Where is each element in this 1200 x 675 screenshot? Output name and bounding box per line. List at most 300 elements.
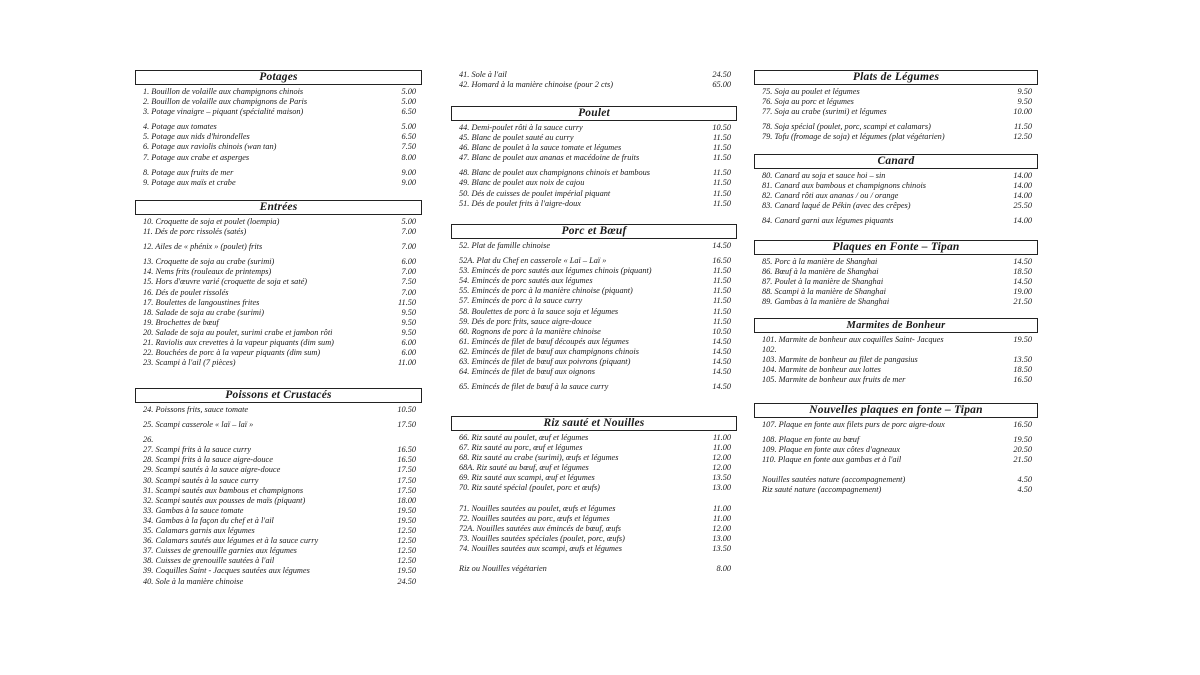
menu-item	[754, 435, 1038, 445]
menu-item	[754, 345, 1038, 355]
menu-section	[135, 388, 422, 587]
menu-item-price: 14.00	[1013, 171, 1032, 180]
menu-item	[135, 546, 422, 556]
menu-item-price: 5.00	[401, 87, 416, 96]
menu-item-name: 40. Sole à la manière chinoise	[143, 576, 244, 586]
menu-item-price: 14.50	[712, 346, 731, 356]
menu-item-price: 11.00	[397, 358, 416, 368]
menu-item	[754, 475, 1038, 485]
menu-item	[754, 335, 1038, 345]
menu-item	[754, 420, 1038, 430]
menu-item	[451, 473, 737, 483]
menu-item-name: 10. Croquette de soja et poulet (loempia)	[143, 217, 280, 226]
menu-item-name: 38. Cuisses de grenouille sautées à l'ail	[143, 556, 275, 566]
menu-item-name: 75. Soja au poulet et légumes	[762, 87, 860, 96]
menu-item-name: 48. Blanc de poulet aux champignons chinois et bambous	[459, 168, 651, 178]
menu-item	[451, 296, 737, 306]
menu-item	[451, 534, 737, 544]
menu-item	[754, 355, 1038, 365]
menu-item	[135, 516, 422, 526]
menu-item-name: 35. Calamars garnis aux légumes	[143, 526, 255, 536]
menu-item-name: Riz sauté nature (accompagnement)	[762, 485, 882, 495]
section-heading: Plaques en Fonte – Tipan	[754, 240, 1038, 255]
menu-item	[754, 201, 1038, 211]
menu-item-name: 74. Nouilles sautées aux scampi, œufs et légumes	[459, 543, 622, 553]
menu-item-name: 13. Croquette de soja au crabe (surimi)	[143, 257, 275, 267]
menu-item-price: 10.50	[712, 326, 731, 336]
menu-item-price: 65.00	[712, 80, 731, 90]
menu-item-price: 12.50	[1013, 132, 1032, 142]
menu-item	[135, 97, 422, 107]
menu-item	[754, 87, 1038, 97]
menu-item	[754, 267, 1038, 277]
menu-item-price: 5.00	[401, 217, 416, 226]
menu-item-name: 6. Potage aux raviolis chinois (wan tan)	[143, 142, 277, 152]
menu-item-price: 11.50	[712, 133, 731, 143]
menu-item-price: 14.50	[712, 241, 731, 250]
menu-item	[754, 257, 1038, 267]
menu-item	[754, 107, 1038, 117]
menu-item	[754, 445, 1038, 455]
menu-item	[754, 297, 1038, 307]
menu-item-price: 14.50	[712, 357, 731, 367]
menu-item-price: 11.50	[1013, 122, 1032, 132]
menu-item-name: 34. Gambas à la façon du chef et à l'ail	[143, 515, 274, 525]
menu-item-name: 79. Tofu (fromage de soja) et légumes (plat végétarien)	[762, 132, 945, 142]
menu-item	[135, 318, 422, 328]
menu-section	[135, 70, 422, 188]
section-heading: Porc et Bœuf	[451, 224, 737, 239]
section-heading: Marmites de Bonheur	[754, 318, 1038, 333]
menu-item-price: 18.50	[1013, 365, 1032, 375]
menu-item-price: 14.50	[1013, 277, 1032, 287]
menu-item	[754, 171, 1038, 181]
menu-item-price: 14.50	[1013, 257, 1032, 266]
menu-item-price: 17.50	[397, 485, 416, 495]
menu-item	[135, 556, 422, 566]
menu-item-price: 20.50	[1013, 445, 1032, 455]
menu-item-name: 21. Raviolis aux crevettes à la vapeur piquants (dim sum)	[143, 338, 334, 348]
menu-item-name: 71. Nouilles sautées au poulet, œufs et légumes	[459, 503, 616, 513]
menu-item-price: 6.50	[401, 132, 416, 142]
menu-item-name: 14. Nems frits (rouleaux de printemps)	[143, 267, 272, 277]
menu-item-price: 8.00	[716, 564, 731, 574]
menu-item-name: 89. Gambas à la manière de Shanghai	[762, 297, 890, 307]
menu-item-name: 70. Riz sauté spécial (poulet, porc et œufs)	[459, 483, 600, 493]
menu-item-price: 7.50	[401, 142, 416, 152]
menu-item-name: 41. Sole à l'ail	[459, 70, 507, 79]
menu-item-name: 8. Potage aux fruits de mer	[143, 167, 234, 177]
menu-item	[451, 276, 737, 286]
menu-item-price: 12.00	[712, 453, 731, 463]
menu-item-name: 18. Salade de soja au crabe (surimi)	[143, 307, 264, 317]
menu-item-name: 67. Riz sauté au porc, œuf et légumes	[459, 443, 583, 453]
menu-section	[754, 318, 1038, 385]
menu-item-price: 16.50	[712, 256, 731, 266]
menu-item-price: 7.00	[401, 242, 416, 252]
menu-item-name: 59. Dés de porc frits, sauce aigre-douce	[459, 316, 592, 326]
menu-item-name: 49. Blanc de poulet aux noix de cajou	[459, 178, 585, 188]
menu-item	[135, 536, 422, 546]
menu-item-price: 9.00	[401, 177, 416, 187]
menu-item	[135, 566, 422, 576]
menu-item-name: 88. Scampi à la manière de Shanghai	[762, 287, 886, 297]
menu-item-name: 50. Dés de cuisses de poulet impérial piquant	[459, 188, 611, 198]
menu-item-price: 11.50	[712, 306, 731, 316]
menu-item	[754, 277, 1038, 287]
menu-item-price: 10.00	[1013, 107, 1032, 117]
menu-item-name: 73. Nouilles sautées spéciales (poulet, porc, œufs)	[459, 533, 625, 543]
menu-item-price: 14.50	[712, 336, 731, 346]
menu-item-price: 12.50	[397, 526, 416, 536]
menu-item-price: 11.50	[712, 276, 731, 286]
menu-item	[451, 483, 737, 493]
menu-item-name: 5. Potage aux nids d'hirondelles	[143, 132, 250, 142]
menu-item-name: 22. Bouchées de porc à la vapeur piquants (dim sum)	[143, 348, 321, 358]
menu-item	[135, 496, 422, 506]
menu-item	[451, 307, 737, 317]
menu-item-name: 87. Poulet à la manière de Shanghai	[762, 277, 884, 287]
menu-item-name: 45. Blanc de poulet sauté au curry	[459, 133, 574, 143]
menu-item-price: 11.50	[397, 297, 416, 307]
menu-item-name: 110. Plaque en fonte aux gambas et à l'ail	[762, 455, 902, 465]
menu-item	[451, 241, 737, 251]
menu-item	[451, 70, 737, 80]
menu-item-name: 64. Emincés de filet de bœuf aux oignons	[459, 367, 595, 377]
menu-item-name: 102.	[762, 345, 777, 355]
menu-item-price: 14.00	[1013, 191, 1032, 201]
menu-item-name: 85. Porc à la manière de Shanghai	[762, 257, 878, 266]
menu-item-price: 12.00	[712, 463, 731, 473]
menu-item-price: 13.00	[712, 533, 731, 543]
menu-item-name: 16. Dés de poulet rissolés	[143, 287, 229, 297]
menu-item-price: 17.50	[397, 475, 416, 485]
menu-item	[135, 107, 422, 117]
menu-item	[451, 80, 737, 90]
section-heading: Poissons et Crustacés	[135, 388, 422, 403]
menu-item-name: 32. Scampi sautés aux pousses de maïs (piquant)	[143, 495, 306, 505]
menu-item-price: 11.00	[712, 503, 731, 513]
menu-item	[754, 181, 1038, 191]
section-heading: Entrées	[135, 200, 422, 215]
menu-item-name: 4. Potage aux tomates	[143, 122, 217, 132]
menu-item-price: 21.50	[1013, 455, 1032, 465]
menu-item	[451, 189, 737, 199]
menu-item-price: 19.50	[1013, 435, 1032, 445]
menu-item	[135, 242, 422, 252]
menu-item	[135, 455, 422, 465]
menu-item-name: 51. Dés de poulet frits à l'aigre-doux	[459, 198, 581, 208]
menu-item-price: 6.00	[401, 338, 416, 348]
menu-item-price: 12.50	[397, 546, 416, 556]
menu-item-price: 4.50	[1017, 475, 1032, 485]
menu-item-name: 46. Blanc de poulet à la sauce tomate et légumes	[459, 143, 622, 153]
menu-item-price: 11.50	[712, 143, 731, 153]
menu-item	[754, 216, 1038, 226]
menu-item-price: 14.50	[712, 382, 731, 392]
menu-item-price: 25.50	[1013, 201, 1032, 211]
menu-item-price: 10.50	[397, 405, 416, 414]
menu-item	[135, 506, 422, 516]
menu-item	[754, 191, 1038, 201]
menu-item	[451, 133, 737, 143]
menu-item-price: 4.50	[1017, 485, 1032, 495]
menu-item-price: 6.00	[401, 257, 416, 267]
menu-item-price: 19.00	[1013, 287, 1032, 297]
menu-item	[451, 367, 737, 377]
menu-item-price: 12.50	[397, 536, 416, 546]
menu-item	[451, 199, 737, 209]
menu-item-name: 68A. Riz sauté au bœuf, œuf et légumes	[459, 463, 589, 473]
menu-item-price: 9.50	[1017, 87, 1032, 96]
menu-item	[135, 87, 422, 97]
menu-item-price: 11.50	[712, 188, 731, 198]
menu-item	[754, 455, 1038, 465]
menu-item-name: 84. Canard garni aux légumes piquants	[762, 216, 894, 226]
menu-item-name: 26.	[143, 435, 154, 445]
menu-item-name: 25. Scampi casserole « laï – laï »	[143, 420, 254, 430]
menu-item-price: 19.50	[397, 515, 416, 525]
menu-section	[451, 106, 737, 209]
menu-item-name: 31. Scampi sautés aux bambous et champignons	[143, 485, 304, 495]
menu-item	[135, 465, 422, 475]
menu-item-price: 17.50	[397, 465, 416, 475]
menu-item-name: 62. Emincés de filet de bœuf aux champignons chinois	[459, 346, 639, 356]
menu-item	[451, 514, 737, 524]
menu-item-price: 11.50	[712, 296, 731, 306]
menu-item	[754, 97, 1038, 107]
menu-item-name: Nouilles sautées nature (accompagnement)	[762, 475, 906, 485]
menu-item	[135, 153, 422, 163]
menu-item-name: 20. Salade de soja au poulet, surimi crabe et jambon rôti	[143, 327, 333, 337]
menu-item-name: 29. Scampi sautés à la sauce aigre-douce	[143, 465, 281, 475]
menu-section	[451, 224, 737, 392]
menu-item-price: 16.50	[397, 455, 416, 465]
menu-item-price: 13.50	[712, 543, 731, 553]
menu-item	[754, 287, 1038, 297]
menu-item-name: 9. Potage aux maïs et crabe	[143, 177, 236, 187]
menu-item-price: 16.50	[1013, 375, 1032, 385]
menu-item-name: 1. Bouillon de volaille aux champignons chinois	[143, 87, 304, 96]
menu-item-name: 68. Riz sauté au crabe (surimi), œufs et légumes	[459, 453, 619, 463]
menu-item-name: 83. Canard laqué de Pékin (avec des crêpes)	[762, 201, 911, 211]
menu-item-name: 60. Rognons de porc à la manière chinoise	[459, 326, 601, 336]
menu-item-price: 24.50	[397, 576, 416, 586]
menu-item	[451, 286, 737, 296]
menu-item-price: 19.50	[1013, 335, 1032, 344]
menu-item-name: 15. Hors d'œuvre varié (croquette de soja et saté)	[143, 277, 308, 287]
menu-item-price: 6.00	[401, 348, 416, 358]
section-heading: Canard	[754, 154, 1038, 169]
menu-item-name: 81. Canard aux bambous et champignons chinois	[762, 181, 927, 191]
menu-item	[451, 317, 737, 327]
menu-item	[754, 122, 1038, 132]
menu-item-price: 14.00	[1013, 216, 1032, 226]
menu-item-name: 24. Poissons frits, sauce tomate	[143, 405, 249, 414]
menu-section	[451, 416, 737, 574]
section-heading: Potages	[135, 70, 422, 85]
menu-item	[135, 288, 422, 298]
menu-item-name: 23. Scampi à l'ail (7 pièces)	[143, 358, 236, 368]
menu-item-price: 17.50	[397, 420, 416, 430]
menu-item-name: 104. Marmite de bonheur aux lottes	[762, 365, 881, 375]
menu-item-price: 5.00	[401, 122, 416, 132]
menu-item-name: 11. Dés de porc rissolés (satés)	[143, 227, 247, 237]
menu-item	[451, 443, 737, 453]
menu-item-price: 14.50	[712, 367, 731, 377]
menu-item	[451, 178, 737, 188]
section-heading: Poulet	[451, 106, 737, 121]
menu-item-name: 101. Marmite de bonheur aux coquilles Saint- Jacques	[762, 335, 944, 344]
menu-item	[451, 327, 737, 337]
menu-item-price: 9.50	[401, 307, 416, 317]
menu-item	[135, 348, 422, 358]
menu-item-price: 11.00	[712, 443, 731, 453]
menu-item	[135, 577, 422, 587]
menu-item	[135, 476, 422, 486]
menu-item-name: 55. Emincés de porc à la manière chinoise (piquant)	[459, 286, 633, 296]
menu-section	[135, 200, 422, 368]
menu-item	[451, 433, 737, 443]
menu-item-price: 7.00	[401, 227, 416, 237]
menu-item	[451, 347, 737, 357]
menu-item	[135, 486, 422, 496]
menu-item	[135, 178, 422, 188]
menu-item	[135, 328, 422, 338]
menu-item-price: 11.50	[712, 198, 731, 208]
menu-item	[135, 338, 422, 348]
menu-item	[451, 463, 737, 473]
menu-item	[135, 227, 422, 237]
menu-item-price: 11.50	[712, 266, 731, 276]
menu-item	[135, 526, 422, 536]
menu-item-price: 5.00	[401, 97, 416, 107]
menu-item-price: 19.50	[397, 566, 416, 576]
menu-item	[135, 308, 422, 318]
menu-item-name: 30. Scampi sautés à la sauce curry	[143, 475, 259, 485]
menu-section	[754, 154, 1038, 226]
menu-item	[135, 420, 422, 430]
menu-item-name: 80. Canard au soja et sauce hoi – sin	[762, 171, 886, 180]
menu-item-name: 108. Plaque en fonte au bœuf	[762, 435, 860, 445]
menu-item-name: 53. Emincés de porc sautés aux légumes chinois (piquant)	[459, 266, 652, 276]
section-heading: Plats de Légumes	[754, 70, 1038, 85]
menu-item	[451, 357, 737, 367]
menu-item-price: 7.00	[401, 267, 416, 277]
menu-item	[451, 337, 737, 347]
menu-item	[451, 266, 737, 276]
menu-item-price: 7.00	[401, 287, 416, 297]
menu-item-price: 7.50	[401, 277, 416, 287]
menu-item-name: 7. Potage aux crabe et asperges	[143, 152, 250, 162]
menu-item-price: 19.50	[397, 505, 416, 515]
menu-item	[451, 504, 737, 514]
menu-item-price: 11.00	[712, 513, 731, 523]
menu-item-price: 11.00	[712, 433, 731, 442]
menu-item-price: 18.50	[1013, 267, 1032, 277]
menu-item-name: 36. Calamars sautés aux légumes et à la sauce curry	[143, 536, 319, 546]
menu-item-price: 9.00	[401, 167, 416, 177]
menu-item	[451, 168, 737, 178]
menu-item	[451, 544, 737, 554]
menu-item-price: 13.00	[712, 483, 731, 493]
menu-item	[451, 143, 737, 153]
menu-item	[754, 485, 1038, 495]
menu-item	[135, 257, 422, 267]
menu-item-price: 9.50	[401, 327, 416, 337]
section-heading: Riz sauté et Nouilles	[451, 416, 737, 431]
menu-section	[451, 70, 737, 90]
menu-item	[135, 267, 422, 277]
menu-item	[451, 123, 737, 133]
menu-item-name: 57. Emincés de porc à la sauce curry	[459, 296, 583, 306]
menu-item-price: 11.50	[712, 168, 731, 178]
menu-item	[754, 375, 1038, 385]
menu-item-name: 72. Nouilles sautées au porc, œufs et légumes	[459, 513, 610, 523]
menu-item-name: 72A. Nouilles sautées aux émincés de bœuf, œufs	[459, 523, 621, 533]
menu-item-name: Riz ou Nouilles végétarien	[459, 564, 547, 574]
menu-item-name: 54. Emincés de porc sautés aux légumes	[459, 276, 593, 286]
menu-item-name: 27. Scampi frits à la sauce curry	[143, 445, 252, 455]
menu-item-name: 82. Canard rôti aux ananas / ou / orange	[762, 191, 899, 201]
menu-item	[451, 453, 737, 463]
menu-item-name: 66. Riz sauté au poulet, œuf et légumes	[459, 433, 589, 442]
menu-item	[135, 217, 422, 227]
menu-item-price: 14.00	[1013, 181, 1032, 191]
menu-item-name: 58. Boulettes de porc à la sauce soja et légumes	[459, 306, 619, 316]
menu-item	[135, 132, 422, 142]
menu-item-price: 24.50	[712, 70, 731, 79]
menu-item	[135, 142, 422, 152]
menu-item-price: 10.50	[712, 123, 731, 132]
menu-item	[135, 298, 422, 308]
menu-item-price: 9.50	[1017, 97, 1032, 107]
menu-item-name: 37. Cuisses de grenouille garnies aux légumes	[143, 546, 297, 556]
menu-item-name: 86. Bœuf à la manière de Shanghai	[762, 267, 879, 277]
menu-item	[754, 132, 1038, 142]
menu-item-name: 77. Soja au crabe (surimi) et légumes	[762, 107, 887, 117]
section-heading: Nouvelles plaques en fonte – Tipan	[754, 403, 1038, 418]
menu-item-name: 39. Coquilles Saint - Jacques sautées aux légumes	[143, 566, 310, 576]
menu-item	[135, 358, 422, 368]
menu-item-name: 52A. Plat du Chef en casserole « Laï – Laï »	[459, 256, 607, 266]
menu-item	[451, 153, 737, 163]
menu-section	[754, 70, 1038, 142]
menu-item-price: 9.50	[401, 317, 416, 327]
menu-item-price: 16.50	[1013, 420, 1032, 429]
menu-item-price: 16.50	[397, 445, 416, 455]
menu-item-name: 2. Bouillon de volaille aux champignons de Paris	[143, 97, 308, 107]
menu-item-name: 69. Riz sauté aux scampi, œuf et légumes	[459, 473, 595, 483]
menu-item-price: 13.50	[712, 473, 731, 483]
menu-item-price: 12.00	[712, 523, 731, 533]
menu-item-name: 109. Plaque en fonte aux côtes d'agneaux	[762, 445, 900, 455]
menu-item	[135, 168, 422, 178]
menu-item	[135, 445, 422, 455]
menu-item-price: 11.50	[712, 316, 731, 326]
menu-item-price: 11.50	[712, 178, 731, 188]
menu-item-name: 12. Ailes de « phénix » (poulet) frits	[143, 242, 263, 252]
menu-item	[135, 277, 422, 287]
menu-item-price: 18.00	[397, 495, 416, 505]
menu-item-name: 33. Gambas à la sauce tomate	[143, 505, 244, 515]
menu-item	[754, 365, 1038, 375]
menu-item-price: 11.50	[712, 286, 731, 296]
menu-item-name: 61. Emincés de filet de bœuf découpés aux légumes	[459, 336, 629, 346]
menu-item-price: 12.50	[397, 556, 416, 566]
menu-item-name: 103. Marmite de bonheur au filet de pangasius	[762, 355, 918, 365]
menu-item	[451, 524, 737, 534]
